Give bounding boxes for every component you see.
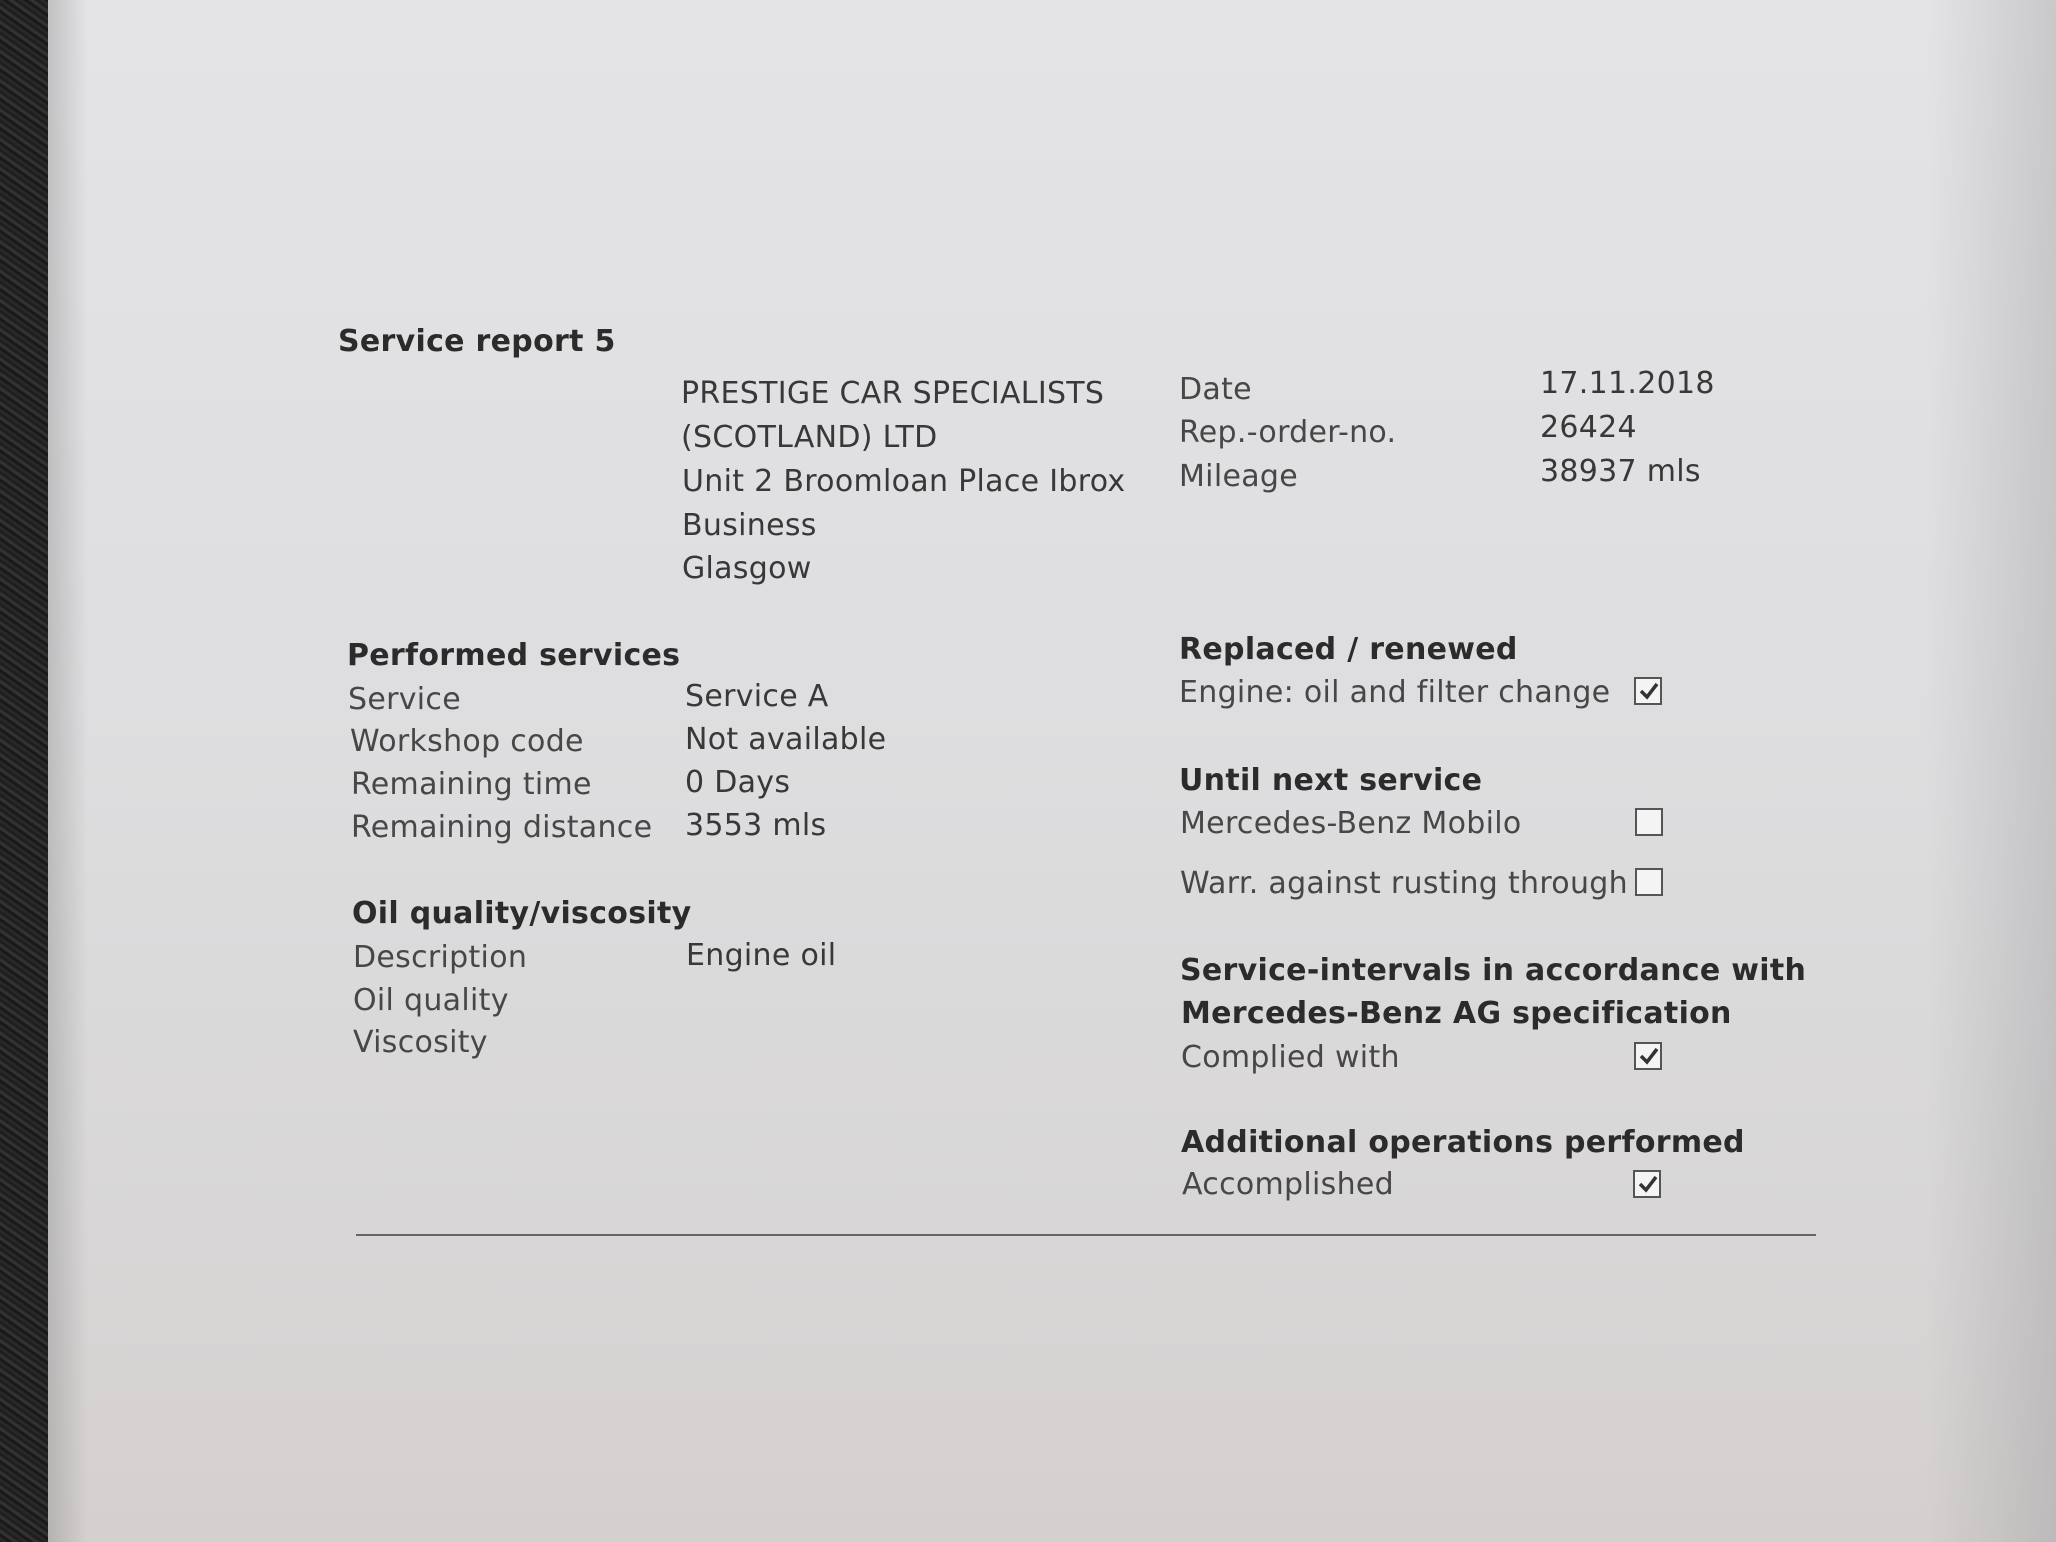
address-line-4: Business — [682, 508, 817, 543]
address-line-5: Glasgow — [682, 551, 812, 586]
complied-with-checkbox[interactable] — [1634, 1042, 1662, 1070]
rust-warranty-checkbox[interactable] — [1635, 868, 1663, 896]
description-label: Description — [353, 940, 528, 975]
workshop-code-value: Not available — [685, 722, 887, 757]
accomplished-label: Accomplished — [1182, 1167, 1395, 1202]
remaining-time-label: Remaining time — [351, 767, 592, 802]
remaining-time-value: 0 Days — [685, 765, 791, 800]
date-label: Date — [1179, 372, 1252, 407]
paper-edge-shadow — [48, 0, 88, 1542]
replaced-renewed-heading: Replaced / renewed — [1179, 632, 1518, 667]
oil-filter-change-checkbox[interactable] — [1634, 677, 1662, 705]
checkmark-icon — [1637, 679, 1661, 703]
accomplished-checkbox[interactable] — [1633, 1170, 1661, 1198]
oil-quality-label: Oil quality — [353, 983, 509, 1018]
rust-warranty-label: Warr. against rusting through — [1180, 866, 1628, 901]
section-divider — [356, 1234, 1816, 1236]
mileage-value: 38937 mls — [1540, 454, 1701, 489]
date-value: 17.11.2018 — [1540, 366, 1715, 401]
report-title: Service report 5 — [338, 324, 616, 359]
mileage-label: Mileage — [1179, 459, 1298, 494]
checkmark-icon — [1636, 1172, 1660, 1196]
checkmark-icon — [1637, 1044, 1661, 1068]
order-number-label: Rep.-order-no. — [1179, 415, 1397, 450]
remaining-distance-label: Remaining distance — [351, 810, 653, 845]
service-report-sheet — [48, 0, 2056, 1542]
service-label: Service — [348, 682, 461, 717]
address-line-1: PRESTIGE CAR SPECIALISTS — [681, 376, 1105, 411]
mobilo-checkbox[interactable] — [1635, 808, 1663, 836]
oil-filter-change-label: Engine: oil and filter change — [1179, 675, 1611, 710]
performed-services-heading: Performed services — [347, 638, 681, 673]
service-value: Service A — [685, 679, 829, 714]
paper-fold-shadow — [1926, 0, 2056, 1542]
mobilo-label: Mercedes-Benz Mobilo — [1180, 806, 1522, 841]
order-number-value: 26424 — [1540, 410, 1637, 445]
viscosity-label: Viscosity — [353, 1025, 488, 1060]
until-next-service-heading: Until next service — [1179, 763, 1483, 798]
description-value: Engine oil — [686, 938, 837, 973]
address-line-2: (SCOTLAND) LTD — [681, 420, 938, 455]
workshop-code-label: Workshop code — [350, 724, 584, 759]
service-intervals-heading-2: Mercedes-Benz AG specification — [1181, 996, 1732, 1031]
service-intervals-heading-1: Service-intervals in accordance with — [1180, 953, 1807, 988]
complied-with-label: Complied with — [1181, 1040, 1400, 1075]
additional-operations-heading: Additional operations performed — [1181, 1125, 1745, 1160]
oil-quality-heading: Oil quality/viscosity — [352, 896, 692, 931]
address-line-3: Unit 2 Broomloan Place Ibrox — [682, 464, 1126, 499]
remaining-distance-value: 3553 mls — [685, 808, 827, 843]
